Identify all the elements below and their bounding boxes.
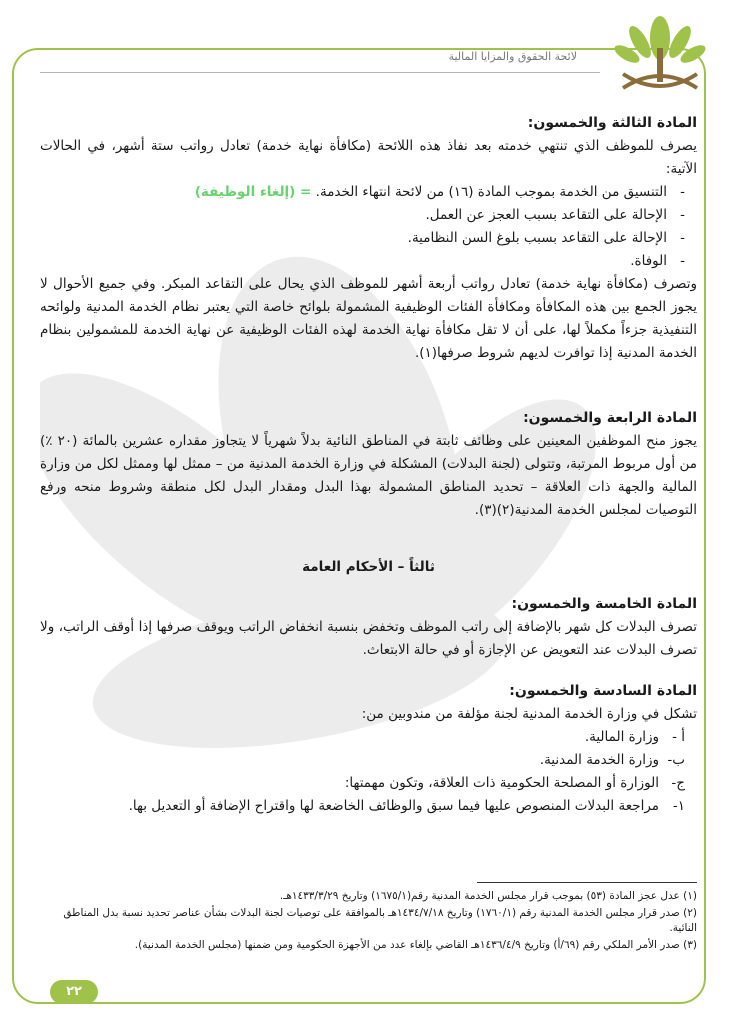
article-53-body: وتصرف (مكافأة نهاية خدمة) تعادل رواتب أربعة أشهر للموظف الذي يحال على التقاعد المبكر. وفي جميع الأحوال لا يجوز الجمع بين هذه المكافأة ومكافأة الفئات الوظيفية المشمولة بلوائح خاصة التي يعتبر نظام الخدمة المدنية ولوائحه التنفيذية جزءاً مكملاً لها، على أن لا تقل مكافأة نهاية الخدمة لهذه الفئات الوظيفية عن نهاية الخدمة للمشمولين بنظام الخدمة المدنية إذا توافرت لديهم شروط صرفها(١). bbox=[40, 276, 697, 361]
footnote-1: (١) عدل عجز المادة (٥٣) بموجب قرار مجلس الخدمة المدنية رقم(١٦٧٥/١) وتاريخ ١٤٣٣/٣/٢٩هـ. bbox=[279, 890, 697, 902]
list-item-text: وزارة المالية. bbox=[584, 729, 659, 745]
list-marker: ج- bbox=[671, 775, 685, 791]
article-53-heading: المادة الثالثة والخمسون: bbox=[527, 115, 697, 131]
article-56-heading: المادة السادسة والخمسون: bbox=[509, 683, 697, 699]
list-marker: ١- bbox=[672, 798, 685, 814]
list-item bbox=[40, 795, 685, 818]
list-item: - الوفاة. bbox=[40, 250, 685, 273]
article-53-list bbox=[40, 181, 697, 273]
header-rule bbox=[40, 72, 600, 73]
list-item-text: مراجعة البدلات المنصوص عليها فيما سبق والوظائف الخاضعة لها واقتراح الإضافة أو التعديل بها. bbox=[128, 798, 659, 814]
saudi-emblem-logo bbox=[605, 8, 715, 100]
article-54-body: يجوز منح الموظفين المعينين على وظائف ثابتة في المناطق النائية بدلاً شهرياً لا يتجاوز مقداره عشرين بالمائة (٢٠ ٪) من أول مربوط المرتبة، وتتولى (لجنة البدلات) المشكلة في وزارة الخدمة المدنية من – ممثل لها وممثل لكل من وزارة المالية والجهة ذات العلاقة – تحديد المناطق المشمولة بهذا البدل ومقدار البدل لكل منطقة وشروط منحه ورفع التوصيات لمجلس الخدمة المدنية(٢)(٣). bbox=[40, 433, 698, 518]
header-title: لائحة الحقوق والمزايا المالية bbox=[448, 50, 577, 63]
footnotes bbox=[40, 882, 697, 955]
list-marker: ب- bbox=[667, 752, 685, 768]
list-item: - الإحالة على التقاعد بسبب بلوغ السن النظامية. bbox=[40, 227, 685, 250]
list-item: - الإحالة على التقاعد بسبب العجز عن العمل. bbox=[40, 204, 685, 227]
footnote-rule bbox=[477, 882, 697, 883]
article-54-heading: المادة الرابعة والخمسون: bbox=[523, 410, 697, 426]
list-item bbox=[40, 772, 685, 795]
list-item bbox=[40, 749, 685, 772]
list-item-text: التنسيق من الخدمة بموجب المادة (١٦) من لائحة انتهاء الخدمة. bbox=[315, 184, 667, 200]
list-item-text: وزارة الخدمة المدنية. bbox=[539, 752, 659, 768]
article-55-body: تصرف البدلات كل شهر بالإضافة إلى راتب الموظف وتخفض بنسبة انخفاض الراتب ويوقف صرفها إذا أوقف الراتب، ولا تصرف البدلات عند التعويض عن الإجازة أو في حالة الابتعاث. bbox=[40, 619, 697, 658]
article-55-heading: المادة الخامسة والخمسون: bbox=[511, 596, 697, 612]
section-3-title: ثالثاً – الأحكام العامة bbox=[302, 559, 435, 575]
article-53-intro: يصرف للموظف الذي تنتهي خدمته بعد نفاذ هذه اللائحة (مكافأة نهاية خدمة) تعادل رواتب ستة أشهر، في الحالات الآتية: bbox=[40, 138, 697, 177]
footnote-3: (٣) صدر الأمر الملكي رقم (٦٩/أ) وتاريخ ١٤٣٦/٤/٩هـ القاضي بإلغاء عدد من الأجهزة الحكومية ومن ضمنها (مجلس الخدمة المدنية). bbox=[134, 939, 697, 951]
article-56-members bbox=[40, 726, 697, 795]
main-content bbox=[40, 112, 697, 818]
list-marker: أ - bbox=[672, 729, 685, 745]
list-item bbox=[40, 726, 685, 749]
footnote-2: (٢) صدر قرار مجلس الخدمة المدنية رقم (١٧٦٠/١) وتاريخ ١٤٣٤/٧/١٨هـ بالموافقة على توصيات لجنة البدلات بشأن عناصر تحديد نسبة بدل المناطق النائية. bbox=[63, 907, 697, 934]
article-56-tasks bbox=[40, 795, 697, 818]
list-item-text: الوزارة أو المصلحة الحكومية ذات العلاقة، وتكون مهمتها: bbox=[344, 775, 659, 791]
article-56-intro: تشكل في وزارة الخدمة المدنية لجنة مؤلفة من مندوبين من: bbox=[361, 706, 697, 722]
page-number: ٢٢ bbox=[50, 980, 98, 1004]
list-item bbox=[40, 181, 685, 204]
handwritten-note: = (إلغاء الوظيفة) bbox=[194, 184, 312, 200]
